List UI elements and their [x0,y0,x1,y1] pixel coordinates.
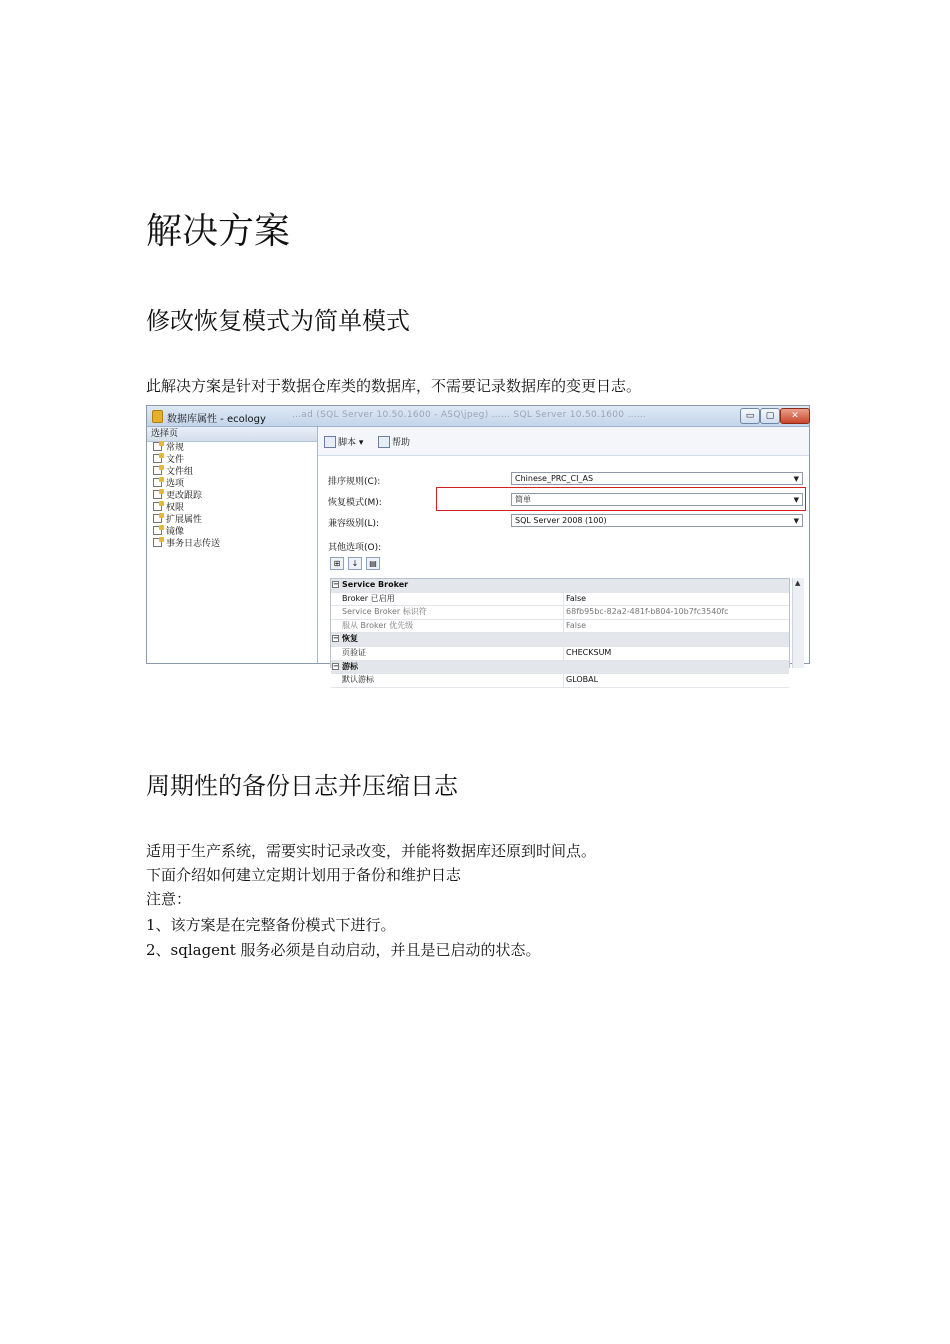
help-button[interactable]: 帮助 [378,435,410,448]
window-titlebar [147,406,809,427]
maximize-button[interactable]: ▢ [760,408,780,424]
chevron-down-icon: ▼ [793,517,799,525]
grid-scrollbar[interactable] [792,578,804,668]
chevron-down-icon: ▼ [793,496,799,504]
grid-category-name: 游标 [342,661,358,671]
grid-property-row[interactable] [331,593,789,607]
note-item: 1、该方案是在完整备份模式下进行。 [146,916,396,934]
grid-property-name: 默认游标 [342,675,374,685]
collation-select[interactable]: Chinese_PRC_CI_AS ▼ [511,472,803,485]
highlight-box [436,487,806,511]
database-properties-screenshot [146,405,810,685]
body-line: 适用于生产系统，需要实时记录改变，并能将数据库还原到时间点。 [146,842,597,860]
script-icon [324,436,336,448]
select-page-item[interactable] [147,538,317,550]
grid-category-row[interactable] [331,633,789,647]
grid-sort-toolbar [330,557,384,571]
body-line: 下面介绍如何建立定期计划用于备份和维护日志 [146,866,462,884]
compatibility-level-label: 兼容级别(L): [328,519,380,529]
grid-property-value: CHECKSUM [563,647,611,660]
property-pages-icon[interactable]: ▤ [366,557,380,570]
select-page-item[interactable] [147,454,317,466]
select-page-header: 选择页 [147,427,317,442]
collapse-icon[interactable]: − [333,634,339,643]
page-title: 解决方案 [146,211,291,252]
property-grid [330,578,790,685]
help-icon [378,436,390,448]
background-window-title: …ad (SQL Server 10.50.1600 - ASQ\jpeg) …… SQL Server 10.50.1600 …… [292,410,647,420]
select-page-item[interactable] [147,490,317,502]
page-icon [153,490,162,499]
page-icon [153,478,162,487]
grid-category-name: 恢复 [342,634,358,644]
page-icon [153,466,162,475]
select-page-item-label: 权限 [166,503,185,513]
grid-property-name: 页验证 [342,647,366,657]
select-page-item-label: 事务日志传送 [166,539,221,549]
select-page-item-label: 文件 [166,455,185,465]
collation-label: 排序规则(C): [328,477,381,487]
note-label: 注意： [146,890,192,908]
toolbar [318,427,809,456]
section-title-simple-mode: 修改恢复模式为简单模式 [146,307,410,335]
select-page-item[interactable] [147,514,317,526]
window-title: 数据库属性 - ecology [167,414,266,425]
grid-property-row[interactable] [331,674,789,688]
select-page-item[interactable] [147,526,317,538]
properties-pane [318,427,809,685]
page-icon [153,526,162,535]
select-page-item-label: 镜像 [166,527,185,537]
grid-category-name: Service Broker [342,580,409,589]
grid-property-name: Broker 已启用 [342,593,395,603]
select-page-item-label: 更改跟踪 [166,491,203,501]
grid-property-value: GLOBAL [563,674,598,687]
select-page-item-label: 选项 [166,479,185,489]
grid-property-value: False [563,593,586,606]
grid-category-row[interactable] [331,579,789,593]
database-icon [152,410,163,423]
select-page-item-label: 常规 [166,443,185,453]
select-page-item[interactable] [147,466,317,478]
grid-property-name: 服从 Broker 优先级 [342,620,414,630]
collapse-icon[interactable]: − [333,580,339,588]
recovery-model-label: 恢复模式(M): [328,498,382,508]
page-icon [153,454,162,463]
grid-property-row[interactable] [331,620,789,634]
alphabetical-icon[interactable]: ↓ [348,557,362,570]
other-options-label: 其他选项(O): [328,543,382,553]
page-icon [153,502,162,511]
script-button[interactable]: 脚本 ▾ [324,435,363,448]
grid-property-row[interactable] [331,606,789,620]
section-description: 此解决方案是针对于数据仓库类的数据库，不需要记录数据库的变更日志。 [146,377,642,395]
note-item: 2、sqlagent 服务必须是自动启动，并且是已启动的状态。 [146,941,541,959]
select-page-item[interactable] [147,502,317,514]
categorized-icon[interactable]: ⊞ [330,557,344,570]
select-page-item[interactable] [147,478,317,490]
chevron-down-icon: ▼ [793,475,799,483]
minimize-button[interactable]: ▭ [740,408,760,424]
page-icon [153,514,162,523]
grid-category-row[interactable] [331,661,789,675]
section-title-backup-log: 周期性的备份日志并压缩日志 [146,772,458,800]
page-icon [153,538,162,547]
select-page-item-label: 文件组 [166,467,194,477]
scroll-up-icon[interactable]: ▲ [795,579,801,587]
close-button[interactable]: ✕ [780,408,810,424]
collapse-icon[interactable]: − [333,661,339,670]
grid-property-value: 68fb95bc-82a2-481f-b804-10b7fc3540fc [563,606,729,619]
grid-property-name: Service Broker 标识符 [342,607,427,617]
select-page-item[interactable] [147,442,317,454]
grid-property-row[interactable] [331,647,789,661]
grid-property-value: False [563,620,586,633]
select-page-item-label: 扩展属性 [166,515,203,525]
page-icon [153,442,162,451]
recovery-model-select[interactable]: 简单 ▼ [511,493,803,506]
select-page-pane [147,427,318,663]
compatibility-level-select[interactable]: SQL Server 2008 (100) ▼ [511,514,803,527]
